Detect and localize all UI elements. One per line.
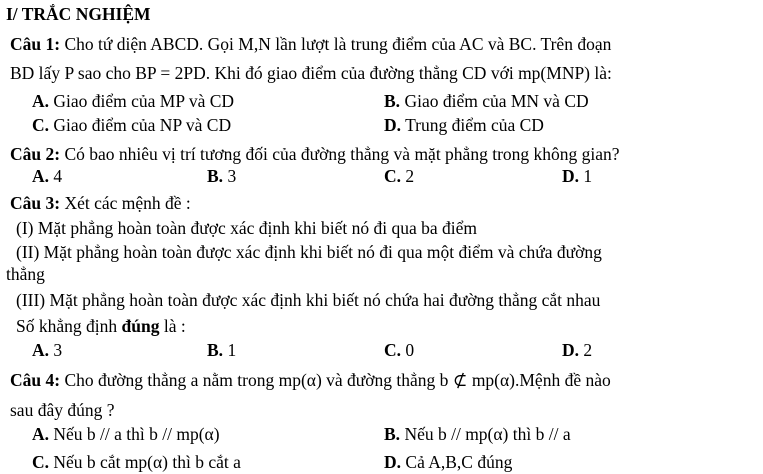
q4-option-a[interactable]: A. Nếu b // a thì b // mp(α) <box>32 424 220 444</box>
q3-option-a[interactable]: A. 3 <box>32 340 63 360</box>
question-4-line-2: sau đây đúng ? <box>10 400 115 420</box>
q3-option-b[interactable]: B. 1 <box>207 340 237 360</box>
question-1-label: Câu 1: <box>10 34 61 54</box>
q3-option-c[interactable]: C. 0 <box>384 340 415 360</box>
q2-option-c[interactable]: C. 2 <box>384 166 415 186</box>
q4-option-c[interactable]: C. Nếu b cắt mp(α) thì b cắt a <box>32 452 241 472</box>
question-3-label: Câu 3: <box>10 193 61 213</box>
question-2-line <box>10 144 620 165</box>
question-1-line-1 <box>10 34 611 55</box>
question-3-line <box>10 193 191 214</box>
statement-1: (I) Mặt phẳng hoàn toàn được xác định khi biết nó đi qua ba điểm <box>16 218 477 238</box>
q1-option-d[interactable]: D. Trung điểm của CD <box>384 115 544 135</box>
q1-option-c[interactable]: C. Giao điểm của NP và CD <box>32 115 232 135</box>
q3-option-d[interactable]: D. 2 <box>562 340 593 360</box>
question-2-label: Câu 2: <box>10 144 61 164</box>
q2-option-d[interactable]: D. 1 <box>562 166 593 186</box>
question-2-text: Có bao nhiêu vị trí tương đối của đường thẳng và mặt phẳng trong không gian? <box>60 144 620 164</box>
q1-option-b[interactable]: B. Giao điểm của MN và CD <box>384 91 589 111</box>
statement-2: (II) Mặt phẳng hoàn toàn được xác định khi biết nó đi qua một điểm và chứa đường <box>16 242 602 262</box>
statement-2-continued: thẳng <box>6 264 45 284</box>
count-question: Số khẳng định đúng là : <box>16 316 186 336</box>
question-1-text-1: Cho tứ diện ABCD. Gọi M,N lần lượt là trung điểm của AC và BC. Trên đoạn <box>60 34 612 54</box>
q1-option-a[interactable]: A. Giao điểm của MP và CD <box>32 91 235 111</box>
q4-option-d[interactable]: D. Cả A,B,C đúng <box>384 452 513 472</box>
statement-3: (III) Mặt phẳng hoàn toàn được xác định khi biết nó chứa hai đường thẳng cắt nhau <box>16 290 601 310</box>
question-1-line-2: BD lấy P sao cho BP = 2PD. Khi đó giao điểm của đường thẳng CD với mp(MNP) là: <box>10 63 612 83</box>
question-4-label: Câu 4: <box>10 370 61 390</box>
question-3-text: Xét các mệnh đề : <box>60 193 191 213</box>
q2-option-b[interactable]: B. 3 <box>207 166 237 186</box>
question-4-text-1: Cho đường thẳng a nằm trong mp(α) và đường thẳng b ⊄ mp(α).Mệnh đề nào <box>60 370 611 390</box>
question-4-line-1 <box>10 370 611 391</box>
section-title: I/ TRẮC NGHIỆM <box>6 4 151 24</box>
q4-option-b[interactable]: B. Nếu b // mp(α) thì b // a <box>384 424 571 444</box>
q2-option-a[interactable]: A. 4 <box>32 166 63 186</box>
